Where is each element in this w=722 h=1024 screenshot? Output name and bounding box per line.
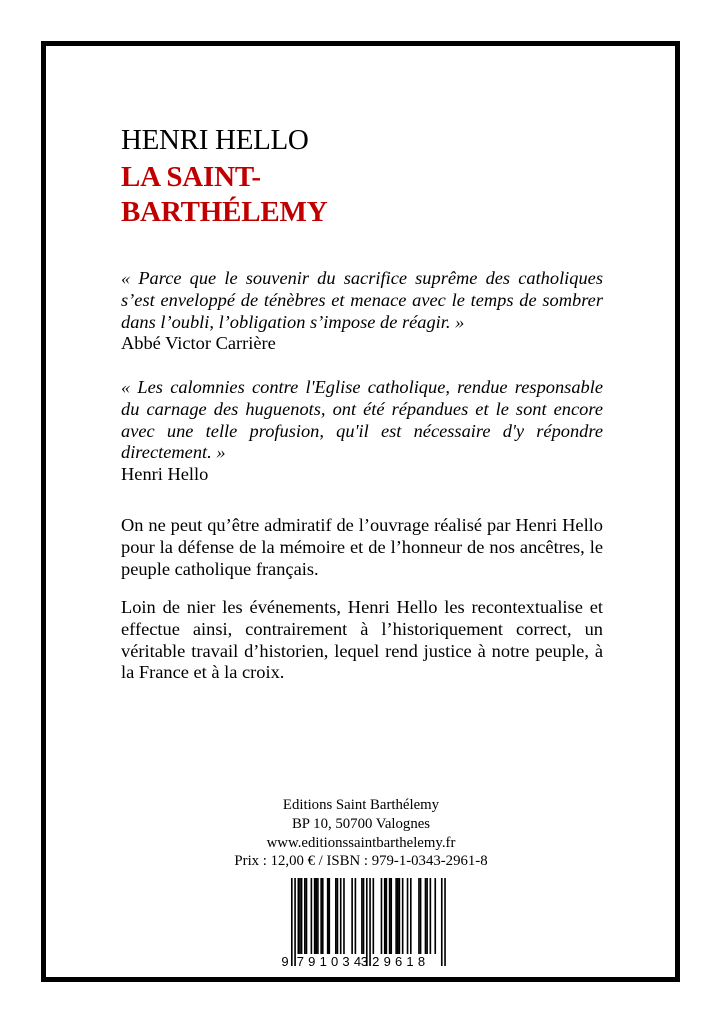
barcode-bar bbox=[314, 878, 316, 954]
barcode-bar bbox=[441, 878, 443, 966]
barcode-bar bbox=[298, 878, 300, 954]
barcode-bar bbox=[373, 878, 375, 954]
quote-carriere: « Parce que le souvenir du sacrifice suprême des catholiques s’est enveloppé de ténèbres et menace avec le temps de sombrer dans l’oubli, l’obligation s’impose de réagir. » bbox=[121, 268, 603, 332]
barcode-bar bbox=[395, 878, 397, 954]
barcode-bar bbox=[322, 878, 324, 954]
barcode-bar bbox=[320, 878, 322, 954]
barcode-bar bbox=[317, 878, 319, 954]
blurb-paragraph: On ne peut qu’être admiratif de l’ouvrage réalisé par Henri Hello pour la défense de la mémoire et de l’honneur de nos ancêtres, le peuple catholique français. bbox=[121, 515, 603, 579]
quote-attribution-carriere: Abbé Victor Carrière bbox=[121, 333, 276, 353]
barcode-bar bbox=[361, 878, 363, 954]
barcode-bar bbox=[381, 878, 383, 954]
barcode-bar bbox=[389, 878, 391, 954]
barcode-bar bbox=[328, 878, 330, 954]
author-name: HENRI HELLO bbox=[121, 124, 309, 156]
barcode-bar bbox=[426, 878, 428, 954]
barcode-left-digits: 791034 bbox=[296, 954, 366, 968]
blurb-paragraph: Loin de nier les événements, Henri Hello les recontextualise et effectue ainsi, contrairement à l’historiquement correct, un véritable travail d’historien, lequel rend justice à notre peuple, à la France et à la croix. bbox=[121, 597, 603, 683]
barcode-bar bbox=[399, 878, 401, 954]
quote-hello: « Les calomnies contre l'Eglise catholique, rendue responsable du carnage des huguenots, ont été répandues et le sont encore avec une telle profusion, qu'il est nécessaire d'y répondre directement. » bbox=[121, 377, 603, 463]
quote-attribution-hello: Henri Hello bbox=[121, 464, 209, 484]
barcode-bar bbox=[369, 878, 371, 966]
barcode-bar bbox=[425, 878, 427, 954]
barcode-bar bbox=[311, 878, 313, 954]
barcode-bar bbox=[351, 878, 353, 954]
barcode-bars bbox=[291, 878, 446, 966]
barcode-bar bbox=[434, 878, 436, 954]
barcode-bar bbox=[335, 878, 337, 954]
barcode-bar bbox=[418, 878, 420, 954]
publisher-website: www.editionssaintbarthelemy.fr bbox=[266, 834, 456, 851]
barcode-bar bbox=[384, 878, 386, 954]
barcode-bar bbox=[337, 878, 339, 954]
barcode-bar bbox=[343, 878, 345, 954]
barcode-bar bbox=[327, 878, 329, 954]
barcode-bar bbox=[294, 878, 296, 966]
barcode-bar bbox=[306, 878, 308, 954]
barcode-bar bbox=[410, 878, 412, 954]
barcode-bar bbox=[386, 878, 388, 954]
barcode-bar bbox=[304, 878, 306, 954]
barcode-bar bbox=[420, 878, 422, 954]
barcode-bar bbox=[402, 878, 404, 954]
barcode-right-digits: 329618 bbox=[360, 954, 430, 968]
barcode-bar bbox=[363, 878, 365, 954]
barcode-bar bbox=[366, 878, 368, 966]
isbn-barcode bbox=[281, 876, 449, 968]
barcode-bar bbox=[315, 878, 317, 954]
barcode-bar bbox=[299, 878, 301, 954]
barcode-bar bbox=[430, 878, 432, 954]
barcode-bar bbox=[301, 878, 303, 954]
barcode-bar bbox=[340, 878, 342, 954]
book-title-line2: BARTHÉLEMY bbox=[121, 196, 328, 228]
barcode-bar bbox=[407, 878, 409, 954]
barcode-bar bbox=[444, 878, 446, 966]
price-isbn: Prix : 12,00 € / ISBN : 979-1-0343-2961-8 bbox=[234, 853, 488, 870]
barcode-bar bbox=[355, 878, 357, 954]
book-title-line1: LA SAINT- bbox=[121, 161, 261, 193]
barcode-first-digit: 9 bbox=[281, 954, 289, 968]
publisher-name: Editions Saint Barthélemy bbox=[282, 797, 440, 813]
publisher-info bbox=[200, 796, 522, 871]
barcode-bar bbox=[291, 878, 293, 966]
book-title bbox=[121, 160, 327, 230]
barcode-bar bbox=[397, 878, 399, 954]
barcode-bar bbox=[390, 878, 392, 954]
publisher-address: BP 10, 50700 Valognes bbox=[291, 815, 431, 832]
